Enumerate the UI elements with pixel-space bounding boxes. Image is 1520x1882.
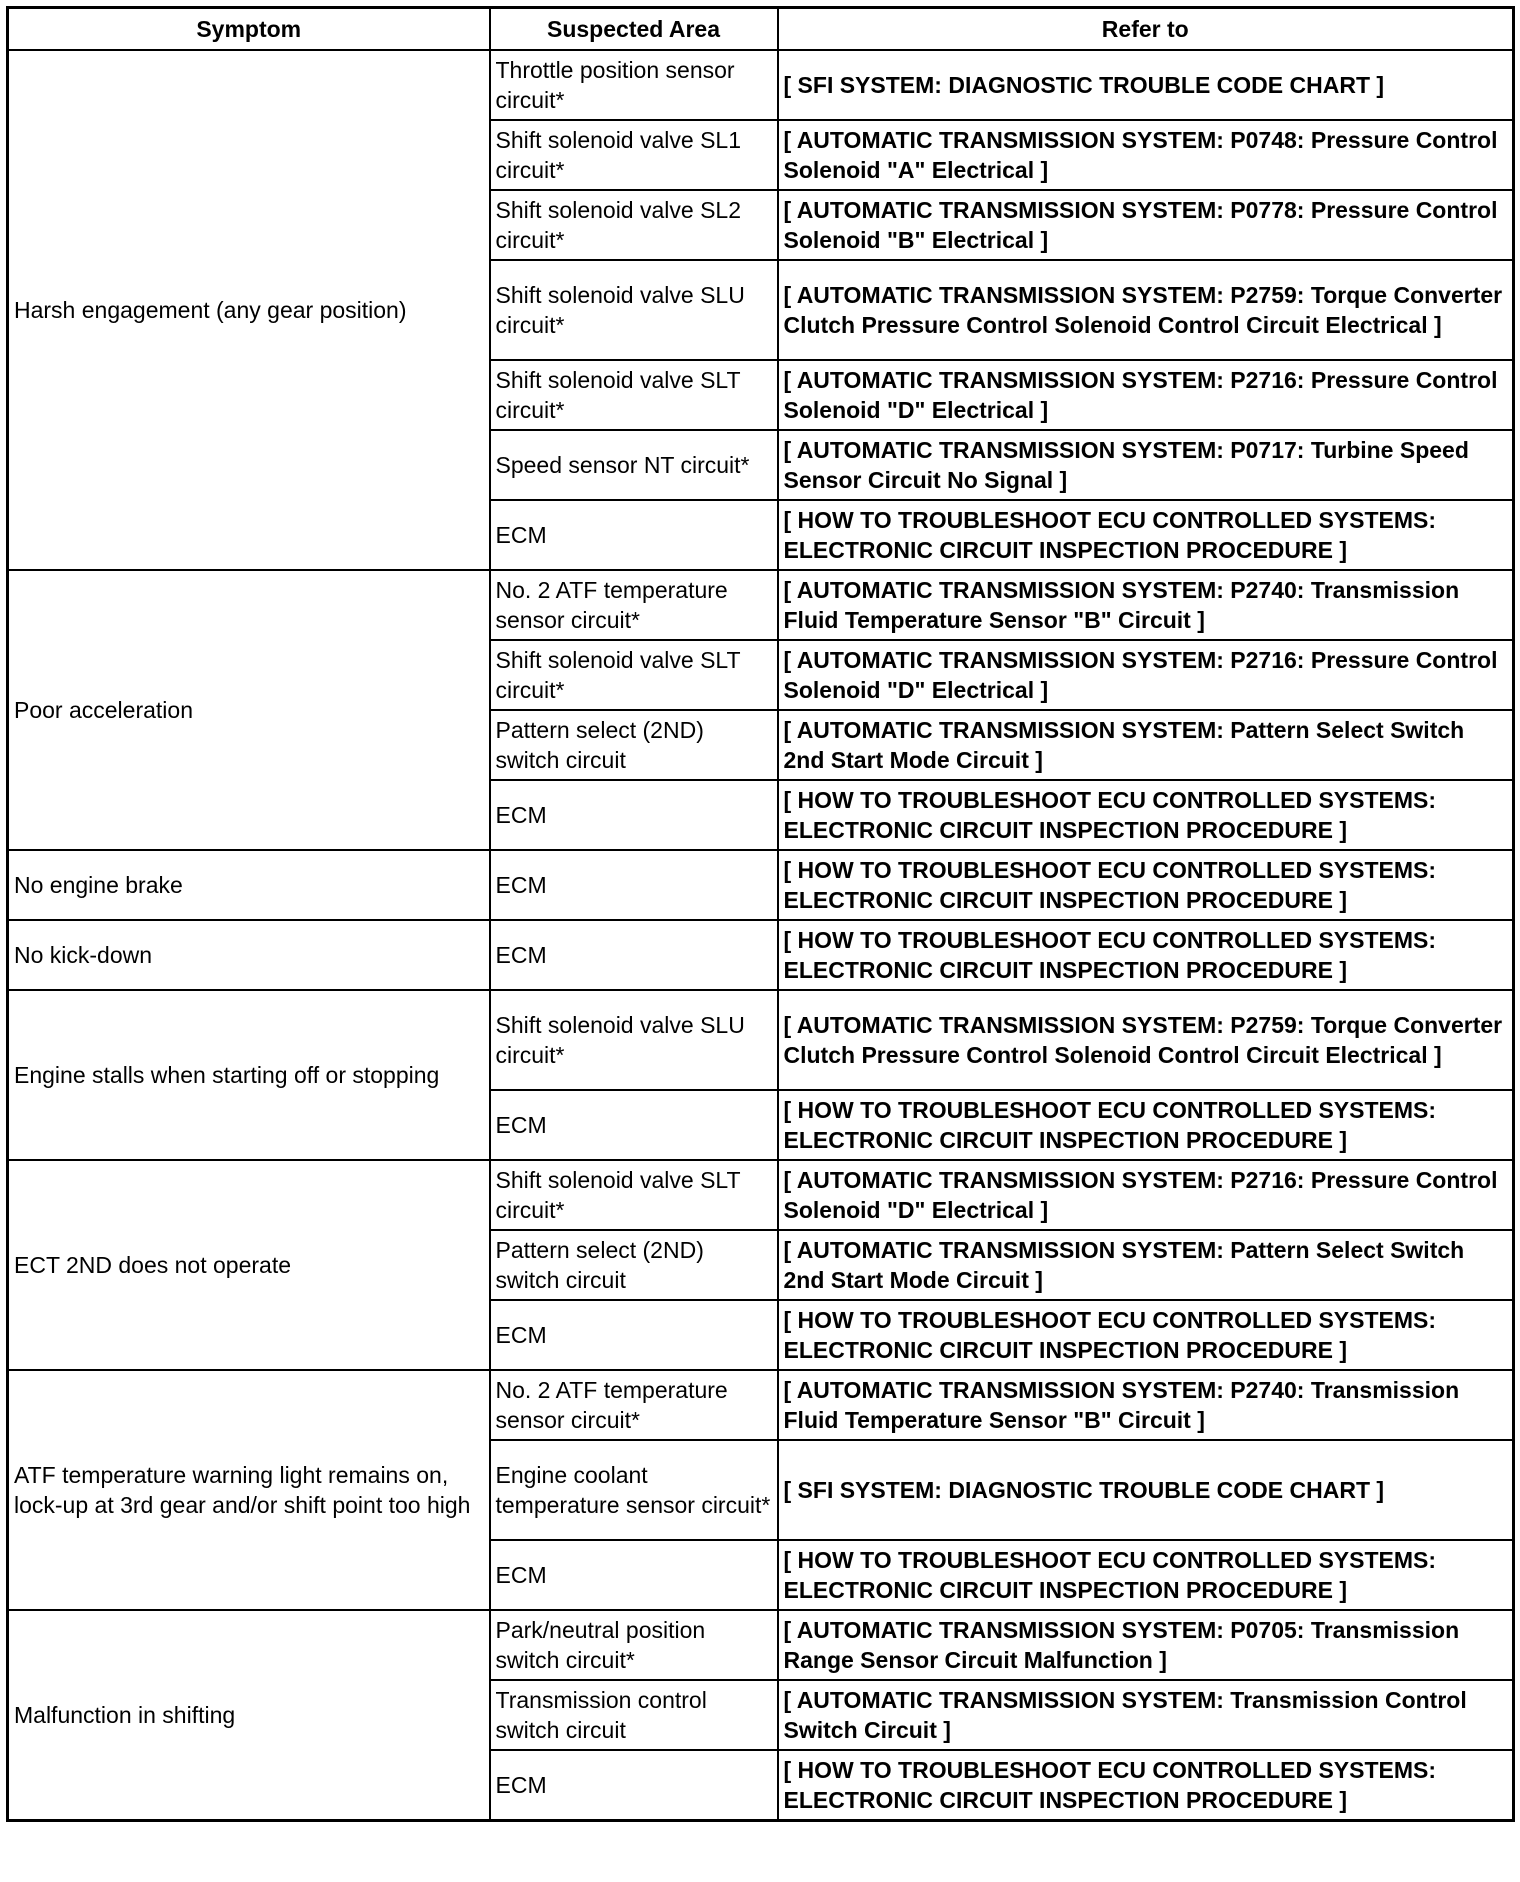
table-row xyxy=(8,850,1514,920)
table-row xyxy=(8,990,1514,1090)
refer-to-cell: [ HOW TO TROUBLESHOOT ECU CONTROLLED SYSTEMS: ELECTRONIC CIRCUIT INSPECTION PROCEDURE ] xyxy=(778,780,1514,850)
refer-to-cell: [ SFI SYSTEM: DIAGNOSTIC TROUBLE CODE CHART ] xyxy=(778,50,1514,120)
table-row xyxy=(8,570,1514,640)
header-row xyxy=(8,8,1514,51)
refer-to-cell: [ HOW TO TROUBLESHOOT ECU CONTROLLED SYSTEMS: ELECTRONIC CIRCUIT INSPECTION PROCEDURE ] xyxy=(778,920,1514,990)
symptom-cell: No kick-down xyxy=(8,920,490,990)
refer-to-cell: [ AUTOMATIC TRANSMISSION SYSTEM: P0748: Pressure Control Solenoid "A" Electrical ] xyxy=(778,120,1514,190)
suspected-area-cell: Shift solenoid valve SLT circuit* xyxy=(490,640,778,710)
symptom-cell: No engine brake xyxy=(8,850,490,920)
suspected-area-cell: Shift solenoid valve SLT circuit* xyxy=(490,360,778,430)
table-row xyxy=(8,920,1514,990)
suspected-area-cell: ECM xyxy=(490,920,778,990)
suspected-area-cell: Pattern select (2ND) switch circuit xyxy=(490,1230,778,1300)
refer-to-cell: [ AUTOMATIC TRANSMISSION SYSTEM: P2759: Torque Converter Clutch Pressure Control Solenoid Control Circuit Electrical ] xyxy=(778,260,1514,360)
suspected-area-cell: ECM xyxy=(490,500,778,570)
table-row xyxy=(8,50,1514,120)
refer-to-cell: [ HOW TO TROUBLESHOOT ECU CONTROLLED SYSTEMS: ELECTRONIC CIRCUIT INSPECTION PROCEDURE ] xyxy=(778,500,1514,570)
table-row xyxy=(8,1370,1514,1440)
refer-to-cell: [ AUTOMATIC TRANSMISSION SYSTEM: P0778: Pressure Control Solenoid "B" Electrical ] xyxy=(778,190,1514,260)
suspected-area-cell: No. 2 ATF temperature sensor circuit* xyxy=(490,1370,778,1440)
table-row xyxy=(8,1610,1514,1680)
suspected-area-cell: Shift solenoid valve SLU circuit* xyxy=(490,990,778,1090)
symptom-cell: Engine stalls when starting off or stopping xyxy=(8,990,490,1160)
suspected-area-cell: Park/neutral position switch circuit* xyxy=(490,1610,778,1680)
header-refer-to: Refer to xyxy=(778,8,1514,51)
suspected-area-cell: Shift solenoid valve SL2 circuit* xyxy=(490,190,778,260)
header-symptom: Symptom xyxy=(8,8,490,51)
refer-to-cell: [ AUTOMATIC TRANSMISSION SYSTEM: P2716: Pressure Control Solenoid "D" Electrical ] xyxy=(778,640,1514,710)
refer-to-cell: [ AUTOMATIC TRANSMISSION SYSTEM: Transmission Control Switch Circuit ] xyxy=(778,1680,1514,1750)
refer-to-cell: [ AUTOMATIC TRANSMISSION SYSTEM: P0705: Transmission Range Sensor Circuit Malfunction ] xyxy=(778,1610,1514,1680)
suspected-area-cell: ECM xyxy=(490,1090,778,1160)
refer-to-cell: [ HOW TO TROUBLESHOOT ECU CONTROLLED SYSTEMS: ELECTRONIC CIRCUIT INSPECTION PROCEDURE ] xyxy=(778,1300,1514,1370)
refer-to-cell: [ AUTOMATIC TRANSMISSION SYSTEM: P2740: Transmission Fluid Temperature Sensor "B" Circuit ] xyxy=(778,570,1514,640)
suspected-area-cell: ECM xyxy=(490,1750,778,1821)
header-suspected-area: Suspected Area xyxy=(490,8,778,51)
refer-to-cell: [ AUTOMATIC TRANSMISSION SYSTEM: P0717: Turbine Speed Sensor Circuit No Signal ] xyxy=(778,430,1514,500)
symptom-cell: Poor acceleration xyxy=(8,570,490,850)
suspected-area-cell: ECM xyxy=(490,1540,778,1610)
refer-to-cell: [ AUTOMATIC TRANSMISSION SYSTEM: P2716: Pressure Control Solenoid "D" Electrical ] xyxy=(778,1160,1514,1230)
suspected-area-cell: ECM xyxy=(490,850,778,920)
refer-to-cell: [ HOW TO TROUBLESHOOT ECU CONTROLLED SYSTEMS: ELECTRONIC CIRCUIT INSPECTION PROCEDURE ] xyxy=(778,1750,1514,1821)
symptom-table xyxy=(6,6,1515,1822)
symptom-cell: Malfunction in shifting xyxy=(8,1610,490,1821)
refer-to-cell: [ AUTOMATIC TRANSMISSION SYSTEM: P2740: Transmission Fluid Temperature Sensor "B" Circuit ] xyxy=(778,1370,1514,1440)
refer-to-cell: [ SFI SYSTEM: DIAGNOSTIC TROUBLE CODE CHART ] xyxy=(778,1440,1514,1540)
suspected-area-cell: ECM xyxy=(490,780,778,850)
document-page xyxy=(6,6,1515,1822)
suspected-area-cell: ECM xyxy=(490,1300,778,1370)
suspected-area-cell: Shift solenoid valve SLU circuit* xyxy=(490,260,778,360)
suspected-area-cell: Transmission control switch circuit xyxy=(490,1680,778,1750)
suspected-area-cell: Pattern select (2ND) switch circuit xyxy=(490,710,778,780)
refer-to-cell: [ AUTOMATIC TRANSMISSION SYSTEM: P2759: Torque Converter Clutch Pressure Control Solenoid Control Circuit Electrical ] xyxy=(778,990,1514,1090)
refer-to-cell: [ HOW TO TROUBLESHOOT ECU CONTROLLED SYSTEMS: ELECTRONIC CIRCUIT INSPECTION PROCEDURE ] xyxy=(778,1540,1514,1610)
suspected-area-cell: Engine coolant temperature sensor circuit* xyxy=(490,1440,778,1540)
refer-to-cell: [ AUTOMATIC TRANSMISSION SYSTEM: Pattern Select Switch 2nd Start Mode Circuit ] xyxy=(778,1230,1514,1300)
suspected-area-cell: Speed sensor NT circuit* xyxy=(490,430,778,500)
symptom-cell: ATF temperature warning light remains on, lock-up at 3rd gear and/or shift point too high xyxy=(8,1370,490,1610)
refer-to-cell: [ AUTOMATIC TRANSMISSION SYSTEM: P2716: Pressure Control Solenoid "D" Electrical ] xyxy=(778,360,1514,430)
table-row xyxy=(8,1160,1514,1230)
symptom-cell: ECT 2ND does not operate xyxy=(8,1160,490,1370)
refer-to-cell: [ AUTOMATIC TRANSMISSION SYSTEM: Pattern Select Switch 2nd Start Mode Circuit ] xyxy=(778,710,1514,780)
symptom-cell: Harsh engagement (any gear position) xyxy=(8,50,490,570)
suspected-area-cell: Shift solenoid valve SLT circuit* xyxy=(490,1160,778,1230)
table-body xyxy=(8,50,1514,1821)
suspected-area-cell: Throttle position sensor circuit* xyxy=(490,50,778,120)
refer-to-cell: [ HOW TO TROUBLESHOOT ECU CONTROLLED SYSTEMS: ELECTRONIC CIRCUIT INSPECTION PROCEDURE ] xyxy=(778,1090,1514,1160)
refer-to-cell: [ HOW TO TROUBLESHOOT ECU CONTROLLED SYSTEMS: ELECTRONIC CIRCUIT INSPECTION PROCEDURE ] xyxy=(778,850,1514,920)
suspected-area-cell: No. 2 ATF temperature sensor circuit* xyxy=(490,570,778,640)
suspected-area-cell: Shift solenoid valve SL1 circuit* xyxy=(490,120,778,190)
